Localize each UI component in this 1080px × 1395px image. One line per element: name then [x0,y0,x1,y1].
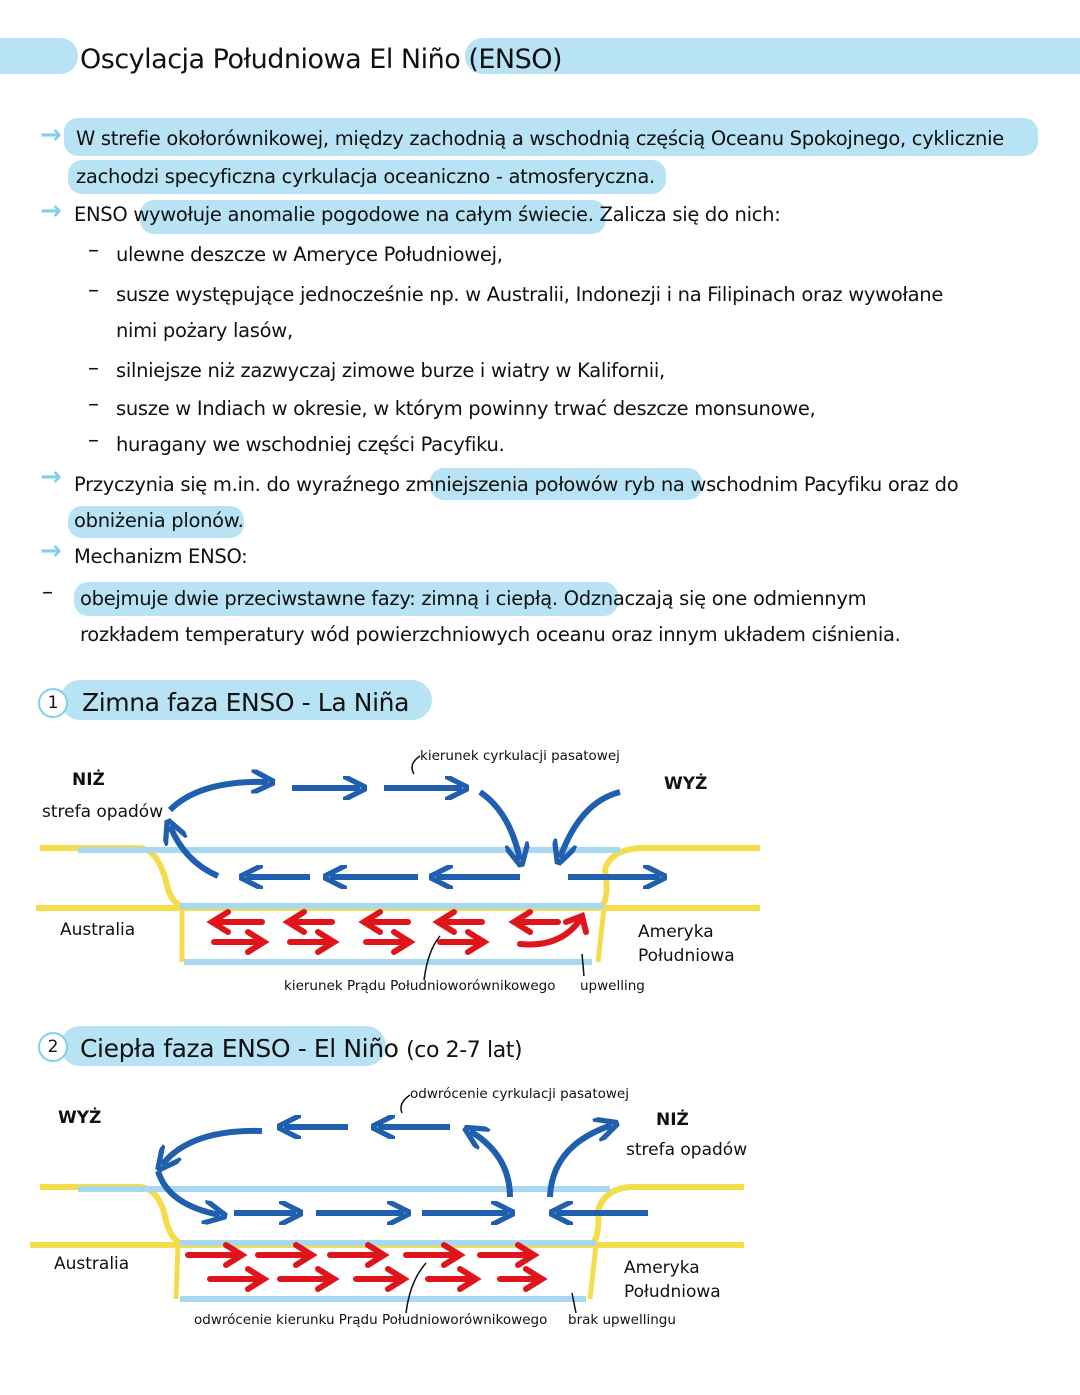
phase1-number: 1 [38,688,68,718]
dash: – [88,278,99,303]
paragraph-3-start: Przyczynia się m.in. do wyraźnego [74,473,406,496]
paragraph-5-rest: Odznaczają się one odmiennym [557,587,867,610]
title-banner-left [0,38,78,74]
bullet-1: ulewne deszcze w Ameryce Południowej, [116,243,503,266]
current-arrow [258,1245,334,1289]
current-arrow [288,912,334,952]
descending-air-arrow [158,1171,220,1215]
phase1-left-zone: strefa opadów [42,802,164,822]
bullet-2-cont: nimi pożary lasów, [116,319,293,342]
phase2-circulation-label: odwrócenie cyrkulacji pasatowej [410,1086,629,1102]
phase1-right-pressure: WYŻ [664,774,708,794]
phase1-upwelling-label: upwelling [580,978,645,994]
current-arrow [188,1245,264,1289]
current-arrow [438,912,484,952]
phase2-number: 2 [38,1032,68,1062]
current-arrow [212,912,264,952]
paragraph-2-rest: Zalicza się do nich: [593,203,781,226]
paragraph-3-end: na wschodnim Pacyfiku oraz do [654,473,959,496]
dash: – [88,238,99,263]
phase2-title-note: (co 2-7 lat) [406,1038,523,1063]
label-pointer [412,756,420,774]
current-arrow [514,912,558,932]
current-arrow [330,1245,404,1289]
bullet-arrow-icon: → [40,462,62,492]
current-arrow [480,1245,542,1289]
phase2-left-land: Australia [54,1254,130,1274]
phase2-right-zone: strefa opadów [626,1140,748,1160]
paragraph-1-line-1: W strefie okołorównikowej, między zachodnią a wschodnią częścią Oceanu Spokojnego, cyklicznie [76,127,1004,150]
phase2-upwelling-label: brak upwellingu [568,1312,676,1328]
paragraph-2-highlight: ENSO wywołuje anomalie pogodowe na całym świecie. [74,203,594,226]
dash: – [42,580,53,605]
paragraph-3-line-2: obniżenia plonów. [74,509,244,532]
phase2-right-pressure: NIŻ [656,1110,689,1130]
bullet-2: susze występujące jednocześnie np. w Australii, Indonezji i na Filipinach oraz wywołane [116,283,944,306]
phase2-title [80,1034,522,1063]
descending-air-arrow [162,1131,262,1165]
trade-wind-arrow [170,782,268,810]
paragraph-2 [74,196,780,234]
label-pointer [582,954,584,976]
dash: – [88,392,99,417]
dash: – [88,356,99,381]
phase2-current-label: odwrócenie kierunku Prądu Południoworównikowego [194,1312,548,1328]
label-pointer [406,1263,426,1313]
bullet-3: silniejsze niż zazwyczaj zimowe burze i wiatry w Kalifornii, [116,359,665,382]
label-pointer [401,1095,410,1113]
phase1-current-label: kierunek Prądu Południoworównikowego [284,978,556,994]
phase2-left-pressure: WYŻ [58,1108,102,1128]
phase2-title-main: Ciepła faza ENSO - El Niño [80,1034,399,1063]
bullet-arrow-icon: → [40,536,62,566]
phase1-left-pressure: NIŻ [72,770,105,790]
phase1-title: Zimna faza ENSO - La Niña [82,688,410,717]
current-arrow [364,912,410,952]
bullet-arrow-icon: → [40,120,62,150]
ocean-basin-right [598,908,604,962]
ocean-basin-right [590,1245,596,1299]
paragraph-3 [74,466,958,504]
phase1-circulation-label: kierunek cyrkulacji pasatowej [420,748,620,764]
paragraph-5-line-2: rozkładem temperatury wód powierzchniowych oceanu oraz innym układem ciśnienia. [80,623,901,646]
paragraph-1-line-2: zachodzi specyficzna cyrkulacja oceaniczno - atmosferyczna. [76,165,655,188]
phase1-right-land: Ameryka Południowa [638,922,735,966]
paragraph-5-highlight: obejmuje dwie przeciwstawne fazy: zimną i ciepłą. [80,587,558,610]
bullet-5: huragany we wschodniej części Pacyfiku. [116,433,505,456]
dash: – [88,428,99,453]
paragraph-3-highlight: zmniejszenia połowów ryb [405,473,655,496]
current-arrow [406,1245,476,1289]
page-title: Oscylacja Południowa El Niño (ENSO) [80,44,563,75]
bullet-4: susze w Indiach w okresie, w którym powinny trwać deszcze monsunowe, [116,397,816,420]
paragraph-5 [80,580,866,618]
bullet-arrow-icon: → [40,196,62,226]
paragraph-4: Mechanizm ENSO: [74,545,248,568]
phase2-right-land: Ameryka Południowa [624,1258,721,1302]
phase1-left-land: Australia [60,920,136,940]
ocean-basin-left [176,1245,178,1299]
